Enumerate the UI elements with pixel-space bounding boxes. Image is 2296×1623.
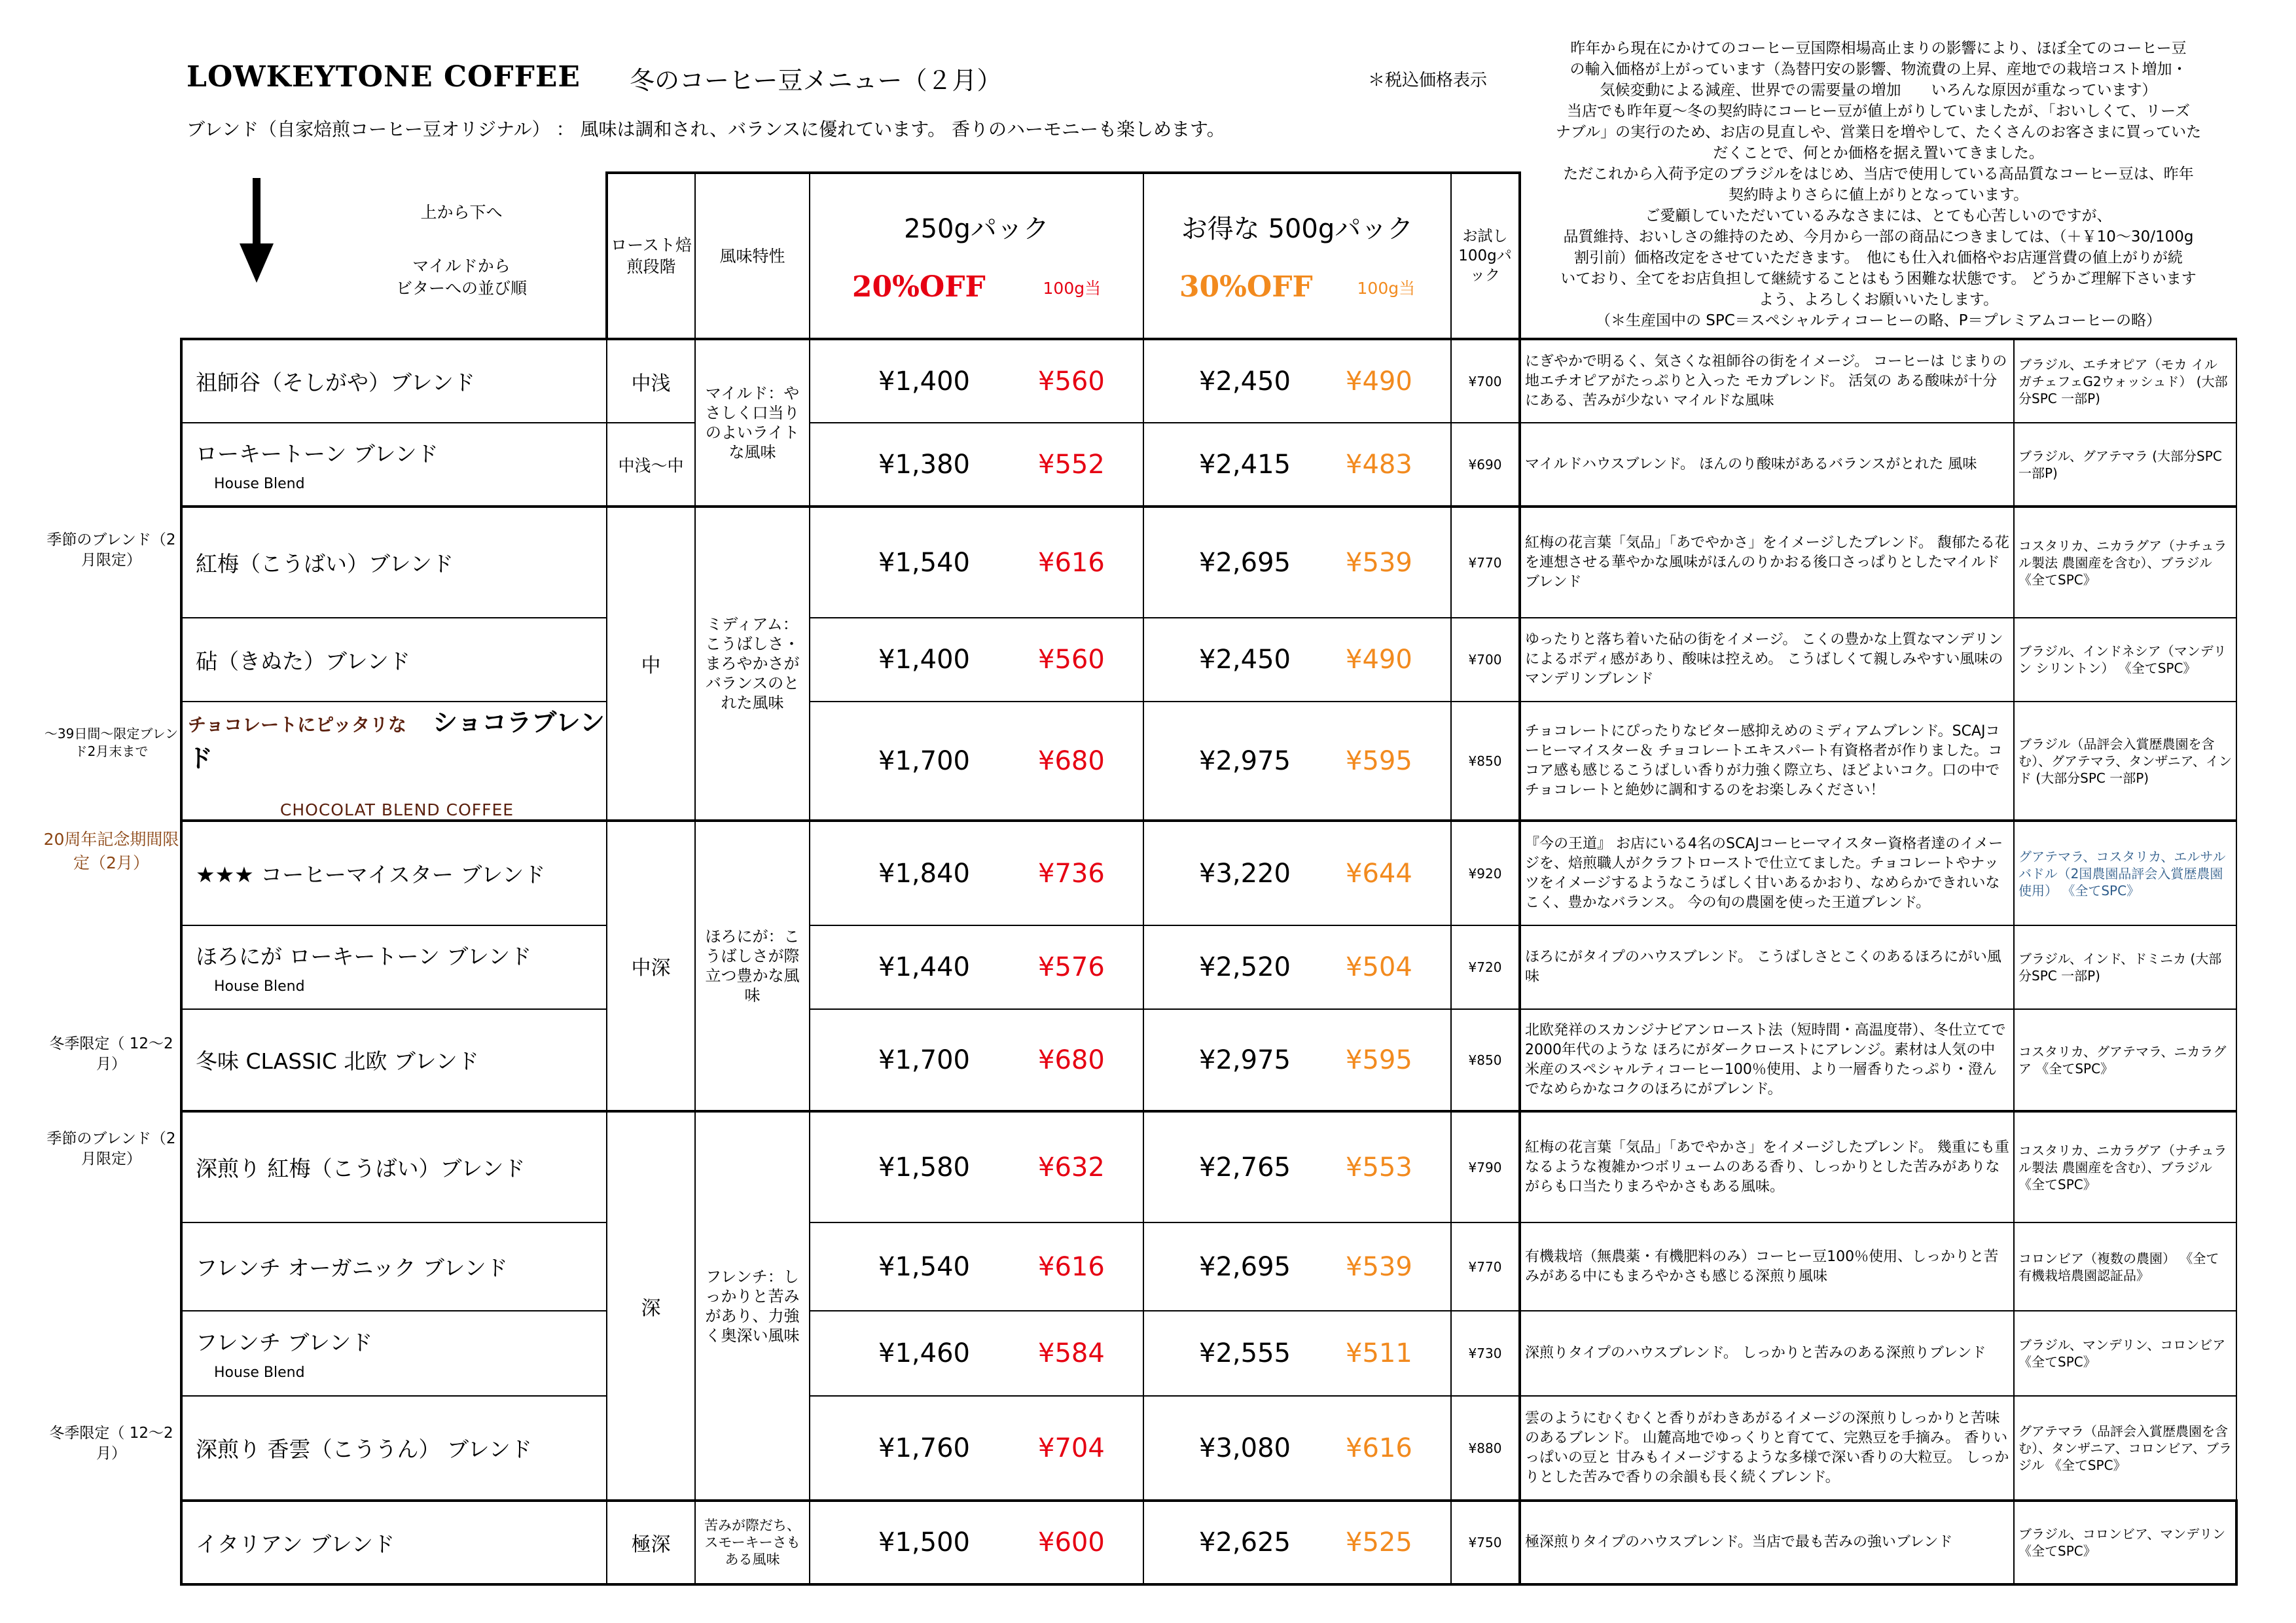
- price-trial: ¥790: [1451, 1111, 1520, 1222]
- price-500-value: ¥2,765: [1199, 1152, 1291, 1183]
- price-500: [1143, 1009, 1451, 1111]
- price-500: [1143, 925, 1451, 1009]
- product-description: 有機栽培（無農薬・有機肥料のみ）コーヒー豆100％使用、しっかりと苦みがある中にもまろやかさも感じる深煎り風味: [1520, 1222, 2014, 1311]
- product-name: [181, 1111, 607, 1222]
- product-description: 『今の王道』 お店にいる4名のSCAJコーヒーマイスター資格者達のイメージを、焙煎職人がクラフトローストで仕立てました。チョコレートやナッツをイメージするようなこうばしく甘いあるかおり、なめらかできれいなこく、豊かなバランス。 今の旬の農園を使った王道ブレンド。: [1520, 821, 2014, 925]
- price-500-per100: ¥483: [1346, 449, 1412, 480]
- price-250: [810, 925, 1143, 1009]
- notice-line: いており、全てをお店負担して継続することはもう困難な状態です。 どうかご理解下さいます: [1560, 270, 2197, 287]
- price-500-value: ¥2,975: [1199, 745, 1291, 776]
- price-250-per100: ¥552: [1038, 449, 1105, 480]
- price-500: [1143, 1501, 1451, 1584]
- price-500: [1143, 821, 1451, 925]
- product-description: 深煎りタイプのハウスブレンド。 しっかりと苦みのある深煎りブレンド: [1520, 1311, 2014, 1396]
- price-250: [810, 507, 1143, 618]
- product-name-text: ★★★ コーヒーマイスター ブレンド: [196, 862, 546, 887]
- price-500-per100: ¥644: [1346, 858, 1412, 889]
- price-250-value: ¥1,500: [878, 1527, 970, 1558]
- side-label-winter: 冬季限定（ 12～2月）: [49, 1425, 173, 1462]
- price-250: [810, 1396, 1143, 1501]
- notice-line: ナブル」の実行のため、お店の見直しや、営業日を増やして、たくさんのお客さまに買っていた: [1555, 124, 2202, 141]
- price-250-value: ¥1,400: [878, 366, 970, 397]
- price-250-per100: ¥560: [1038, 366, 1105, 397]
- price-250-per100: ¥560: [1038, 645, 1105, 675]
- product-name: [181, 339, 607, 423]
- price-500: [1143, 702, 1451, 821]
- price-trial: ¥690: [1451, 423, 1520, 507]
- price-250-value: ¥1,700: [878, 745, 970, 776]
- flavor-profile: フレンチ：しっかりと苦みがあり、力強く奥深い風味: [695, 1111, 810, 1501]
- product-name: [181, 1222, 607, 1311]
- flavor-profile: マイルド：やさしく口当りのよいライトな風味: [695, 339, 810, 507]
- price-500-value: ¥2,450: [1199, 366, 1291, 397]
- price-250: [810, 1222, 1143, 1311]
- product-name: [181, 1396, 607, 1501]
- pack500-per: 100g当: [1357, 278, 1416, 298]
- page-title: 冬のコーヒー豆メニュー（２月）: [630, 66, 1002, 95]
- table-row: [181, 1009, 2236, 1111]
- price-500-per100: ¥539: [1346, 547, 1412, 578]
- price-250: [810, 423, 1143, 507]
- brand-name: LOWKEYTONE COFFEE: [187, 60, 581, 94]
- price-500-value: ¥2,625: [1199, 1527, 1291, 1558]
- table-row: [181, 1111, 2236, 1222]
- price-trial: ¥700: [1451, 339, 1520, 423]
- side-label-winter: 冬季限定（ 12～2月）: [49, 1035, 173, 1073]
- price-500-value: ¥3,220: [1199, 858, 1291, 889]
- flavor-profile: ミディアム：こうばしさ・まろやかさがバランスのとれた風味: [695, 507, 810, 821]
- product-origin: ブラジル、マンデリン、コロンビア 《全てSPC》: [2014, 1311, 2236, 1396]
- table-row: [181, 507, 2236, 618]
- price-500: [1143, 1311, 1451, 1396]
- table-header: [181, 173, 2236, 339]
- chocolat-english: CHOCOLAT BLEND COFFEE: [279, 800, 514, 819]
- header-pack250: [810, 173, 1143, 339]
- price-500-per100: ¥511: [1346, 1338, 1412, 1368]
- product-name-text: フレンチ ブレンド: [196, 1330, 373, 1355]
- table-row: [181, 1501, 2236, 1584]
- price-250-value: ¥1,760: [878, 1433, 970, 1463]
- price-250-per100: ¥704: [1038, 1433, 1105, 1463]
- price-250-value: ¥1,580: [878, 1152, 970, 1183]
- price-250-per100: ¥584: [1038, 1338, 1105, 1368]
- price-250-value: ¥1,380: [878, 449, 970, 480]
- product-name: [181, 925, 607, 1009]
- sort-note-line: ビターへの並び順: [395, 279, 527, 298]
- product-name-text: 砧（きぬた）ブレンド: [196, 648, 410, 674]
- price-trial: ¥920: [1451, 821, 1520, 925]
- product-name-text: 冬味 CLASSIC 北欧 ブレンド: [196, 1048, 479, 1074]
- side-label-limited: ～39日間～限定ブレンド2月末まで: [44, 726, 179, 759]
- product-description: にぎやかで明るく、気さくな祖師谷の街をイメージ。 コーヒーは じまりの地エチオピアがたっぷりと入った モカブレンド。 活気の ある酸味が十分にある、苦みが少ない マイルドな風味: [1520, 339, 2014, 423]
- price-500: [1143, 507, 1451, 618]
- price-trial: ¥730: [1451, 1311, 1520, 1396]
- product-description: チョコレートにぴったりなビター感抑えめのミディアムブレンド。SCAJコーヒーマイスター＆ チョコレートエキスパート有資格者が作りました。ココア感も感じるこうばしい香りが力強く際立ち、ほどよいコク。口の中でチョコレートと絶妙に調和するのをお楽しみください！: [1520, 702, 2014, 821]
- price-250: [810, 618, 1143, 702]
- price-500-value: ¥3,080: [1199, 1433, 1291, 1463]
- product-origin: ブラジル、エチオピア（モカ イル ガチェフェG2ウォッシュド） (大部分SPC 一部P): [2014, 339, 2236, 423]
- price-trial: ¥700: [1451, 618, 1520, 702]
- price-trial: ¥850: [1451, 702, 1520, 821]
- header-blank: [1520, 173, 2014, 339]
- product-name-text: 祖師谷（そしがや）ブレンド: [196, 370, 475, 395]
- roast-level: 中: [607, 507, 695, 821]
- price-500: [1143, 1111, 1451, 1222]
- price-250: [810, 1501, 1143, 1584]
- table-row: [181, 618, 2236, 702]
- notice-line: （＊生産国中の SPC＝スペシャルティコーヒーの略、P＝プレミアムコーヒーの略）: [1595, 312, 2162, 329]
- product-name: [181, 702, 607, 821]
- table-row: [181, 1311, 2236, 1396]
- flavor-profile: 苦みが際だち、スモーキーさもある風味: [695, 1501, 810, 1584]
- roast-level: 深: [607, 1111, 695, 1501]
- price-250: [810, 821, 1143, 925]
- product-description: マイルドハウスブレンド。 ほんのり酸味があるバランスがとれた 風味: [1520, 423, 2014, 507]
- notice-line: 割引前）価格改定をさせていただきます。 他にも仕入れ価格やお店運営費の値上がりが続: [1574, 249, 2183, 266]
- notice-line: 昨年から現在にかけてのコーヒー豆国際相場高止まりの影響により、ほぼ全てのコーヒー豆: [1570, 40, 2187, 57]
- header-blank: [181, 173, 607, 339]
- price-500-value: ¥2,975: [1199, 1044, 1291, 1075]
- product-subtitle: House Blend: [214, 475, 305, 492]
- pack250-per: 100g当: [1043, 278, 1102, 298]
- price-250-per100: ¥616: [1038, 547, 1105, 578]
- product-name-text: ショコラブレンド: [188, 708, 605, 773]
- price-500-per100: ¥490: [1346, 366, 1412, 397]
- table-row: [181, 925, 2236, 1009]
- price-250-per100: ¥632: [1038, 1152, 1105, 1183]
- product-origin: コスタリカ、ニカラグア（ナチュラル製法 農園産を含む）、ブラジル 《全てSPC》: [2014, 507, 2236, 618]
- sort-note-line: マイルドから: [412, 257, 511, 276]
- price-500-per100: ¥490: [1346, 645, 1412, 675]
- product-origin: ブラジル、インド、ドミニカ (大部分SPC 一部P): [2014, 925, 2236, 1009]
- price-250-value: ¥1,540: [878, 547, 970, 578]
- price-250: [810, 1311, 1143, 1396]
- product-description: ゆったりと落ち着いた砧の街をイメージ。 こくの豊かな上質なマンデリンによるボディ感があり、酸味は控えめ。 こうばしくて親しみやすい風味のマンデリンブレンド: [1520, 618, 2014, 702]
- product-name-text: 紅梅（こうばい）ブレンド: [196, 551, 454, 577]
- price-500-per100: ¥553: [1346, 1152, 1412, 1183]
- price-trial: ¥720: [1451, 925, 1520, 1009]
- product-subtitle: House Blend: [214, 978, 305, 995]
- header-trial: お試し100gパック: [1451, 173, 1520, 339]
- chocolat-lead: [188, 702, 606, 774]
- notice-line: ご愛顧していただいているみなさまには、とても心苦しいのですが、: [1645, 207, 2112, 224]
- header-roast: ロースト焙煎段階: [607, 173, 695, 339]
- product-origin: グアテマラ（品評会入賞歴農園を含む）、タンザニア、コロンビア、ブラジル 《全てSPC》: [2014, 1396, 2236, 1501]
- price-500-per100: ¥525: [1346, 1527, 1412, 1558]
- side-label-seasonal: 季節のブレンド（2月限定）: [46, 1130, 176, 1168]
- product-description: 紅梅の花言葉「気品」「あでやかさ」をイメージしたブレンド。 幾重にも重なるような複雑かつボリュームのある香り、しっかりとした苦みがありながらも口当たりまろやかさもある風味。: [1520, 1111, 2014, 1222]
- product-name-text: 深煎り 紅梅（こうばい）ブレンド: [196, 1156, 526, 1181]
- price-500-per100: ¥595: [1346, 1044, 1412, 1075]
- header-pack500: [1143, 173, 1451, 339]
- side-label-anniversary: 20周年記念期間限定（2月）: [43, 830, 179, 872]
- price-500: [1143, 1222, 1451, 1311]
- notice-line: だくことで、何とか価格を据え置いてきました。: [1713, 145, 2044, 162]
- product-description: ほろにがタイプのハウスブレンド。 こうばしさとこくのあるほろにがい風味: [1520, 925, 2014, 1009]
- price-250: [810, 1009, 1143, 1111]
- header-flavor: 風味特性: [695, 173, 810, 339]
- pack250-discount: 20%OFF: [852, 270, 986, 304]
- price-250-per100: ¥680: [1038, 1044, 1105, 1075]
- price-250-value: ¥1,440: [878, 952, 970, 982]
- price-500-value: ¥2,450: [1199, 645, 1291, 675]
- menu-table: [180, 171, 2238, 1586]
- price-500-value: ¥2,555: [1199, 1338, 1291, 1368]
- product-name-text: ローキートーン ブレンド: [196, 440, 439, 467]
- price-250: [810, 1111, 1143, 1222]
- product-name: [181, 1311, 607, 1396]
- product-origin: ブラジル、コロンビア、マンデリン 《全てSPC》: [2014, 1501, 2236, 1584]
- price-500-value: ¥2,415: [1199, 449, 1291, 480]
- product-origin: ブラジル、インドネシア（マンデリン シリントン） 《全てSPC》: [2014, 618, 2236, 702]
- price-500: [1143, 339, 1451, 423]
- product-name-text: 深煎り 香雲（こううん） ブレンド: [196, 1436, 532, 1462]
- notice-line: 当店でも昨年夏～冬の契約時にコーヒー豆が値上がりしていましたが、「おいしくて、リーズ: [1567, 103, 2190, 120]
- sort-note-top: 上から下へ: [420, 203, 503, 222]
- notice-line: 品質維持、おいしさの維持のため、今月から一部の商品につきましては、（＋￥10～30/100g: [1563, 228, 2194, 245]
- product-origin: コロンビア（複数の農園） 《全て有機栽培農園認証品》: [2014, 1222, 2236, 1311]
- table-row: [181, 1222, 2236, 1311]
- product-origin: ブラジル（品評会入賞歴農園を含む）、グアテマラ、タンザニア、インド (大部分SPC 一部P): [2014, 702, 2236, 821]
- price-500-per100: ¥595: [1346, 745, 1412, 776]
- product-name: [181, 507, 607, 618]
- price-500-per100: ¥616: [1346, 1433, 1412, 1463]
- flavor-profile: ほろにが：こうばしさが際立つ豊かな風味: [695, 821, 810, 1111]
- table-row: [181, 339, 2236, 423]
- pack250-title: 250gパック: [904, 214, 1049, 244]
- product-name-text: ほろにが ローキートーン ブレンド: [196, 944, 532, 969]
- price-trial: ¥750: [1451, 1501, 1520, 1584]
- notice-line: ただこれから入荷予定のブラジルをはじめ、当店で使用している高品質なコーヒー豆は、昨年: [1563, 166, 2194, 183]
- product-description: 紅梅の花言葉「気品」「あでやかさ」をイメージしたブレンド。 馥郁たる花を連想させる華やかな風味がほんのりかおる後口さっぱりとしたマイルドブレンド: [1520, 507, 2014, 618]
- roast-level: 極深: [607, 1501, 695, 1584]
- price-500: [1143, 618, 1451, 702]
- product-name-text: フレンチ オーガニック ブレンド: [196, 1255, 508, 1281]
- product-name: [181, 1009, 607, 1111]
- table-row: [181, 821, 2236, 925]
- price-trial: ¥850: [1451, 1009, 1520, 1111]
- tax-note: ＊税込価格表示: [1368, 71, 1488, 90]
- product-subtitle: House Blend: [214, 1364, 305, 1381]
- price-250-per100: ¥600: [1038, 1527, 1105, 1558]
- pack500-title: お得な 500gパック: [1181, 214, 1414, 244]
- roast-level: 中浅～中: [607, 423, 695, 507]
- product-name: [181, 821, 607, 925]
- product-name: [181, 1501, 607, 1584]
- price-250-per100: ¥576: [1038, 952, 1105, 982]
- price-500-value: ¥2,695: [1199, 1251, 1291, 1282]
- price-500: [1143, 1396, 1451, 1501]
- price-500: [1143, 423, 1451, 507]
- price-trial: ¥770: [1451, 1222, 1520, 1311]
- roast-level: 中浅: [607, 339, 695, 423]
- price-500-value: ¥2,695: [1199, 547, 1291, 578]
- product-name: [181, 423, 607, 507]
- roast-level: 中深: [607, 821, 695, 1111]
- notice-line: 気候変動による減産、世界での需要量の増加 いろんな原因が重なっています）: [1600, 82, 2157, 99]
- price-500-per100: ¥504: [1346, 952, 1412, 982]
- price-250-per100: ¥736: [1038, 858, 1105, 889]
- product-description: 雲のようにむくむくと香りがわきあがるイメージの深煎りしっかりと苦味のあるブレンド。 山麓高地でゆっくりと育てて、完熟豆を手摘み。 香りいっぱいの豆と 甘みもイメージするような多様で深い香りの大粒豆。 しっかりとした苦みで香りの余韻も長く続くブレンド。: [1520, 1396, 2014, 1501]
- notice-line: の輸入価格が上がっています（為替円安の影響、物流費の上昇、産地での栽培コスト増加・: [1570, 61, 2187, 78]
- chocolat-lead-text: チョコレートにピッタリな: [188, 714, 407, 736]
- price-250-value: ¥1,840: [878, 858, 970, 889]
- price-trial: ¥770: [1451, 507, 1520, 618]
- price-trial: ¥880: [1451, 1396, 1520, 1501]
- product-origin: コスタリカ、ニカラグア（ナチュラル製法 農園産を含む）、ブラジル 《全てSPC》: [2014, 1111, 2236, 1222]
- price-250-value: ¥1,400: [878, 645, 970, 675]
- notice-line: 契約時よりさらに値上がりとなっています。: [1728, 187, 2029, 204]
- table-row: [181, 423, 2236, 507]
- product-name-text: イタリアン ブレンド: [196, 1531, 395, 1557]
- blend-description: ブレンド（自家焙煎コーヒー豆オリジナル） ： 風味は調和され、バランスに優れています。 香りのハーモニーも楽しめます。: [187, 118, 1225, 140]
- product-origin: ブラジル、グアテマラ (大部分SPC 一部P): [2014, 423, 2236, 507]
- product-description: 北欧発祥のスカンジナビアンロースト法（短時間・高温度帯）、冬仕立てで2000年代のような ほろにがダークローストにアレンジ。素材は人気の中米産のスペシャルティコーヒー100％使用、より一層香りたっぷり・澄んでなめらかなコクのほろにがブレンド。: [1520, 1009, 2014, 1111]
- product-origin: グアテマラ、コスタリカ、エルサルバドル（2国農園品評会入賞歴農園使用） 《全てSPC》: [2014, 821, 2236, 925]
- price-250: [810, 702, 1143, 821]
- product-name: [181, 618, 607, 702]
- header-blank: [2014, 173, 2236, 339]
- product-description: 極深煎りタイプのハウスブレンド。当店で最も苦みの強いブレンド: [1520, 1501, 2014, 1584]
- table-row: [181, 1396, 2236, 1501]
- table-row: [181, 702, 2236, 821]
- price-250-value: ¥1,460: [878, 1338, 970, 1368]
- price-250-value: ¥1,700: [878, 1044, 970, 1075]
- price-250: [810, 339, 1143, 423]
- price-250-per100: ¥616: [1038, 1251, 1105, 1282]
- price-250-value: ¥1,540: [878, 1251, 970, 1282]
- price-500-per100: ¥539: [1346, 1251, 1412, 1282]
- side-label-seasonal: 季節のブレンド（2月限定）: [46, 531, 176, 569]
- notice-line: よう、よろしくお願いいたします。: [1758, 291, 1999, 308]
- pack500-discount: 30%OFF: [1179, 270, 1313, 304]
- price-500-value: ¥2,520: [1199, 952, 1291, 982]
- product-origin: コスタリカ、グアテマラ、ニカラグア 《全てSPC》: [2014, 1009, 2236, 1111]
- price-250-per100: ¥680: [1038, 745, 1105, 776]
